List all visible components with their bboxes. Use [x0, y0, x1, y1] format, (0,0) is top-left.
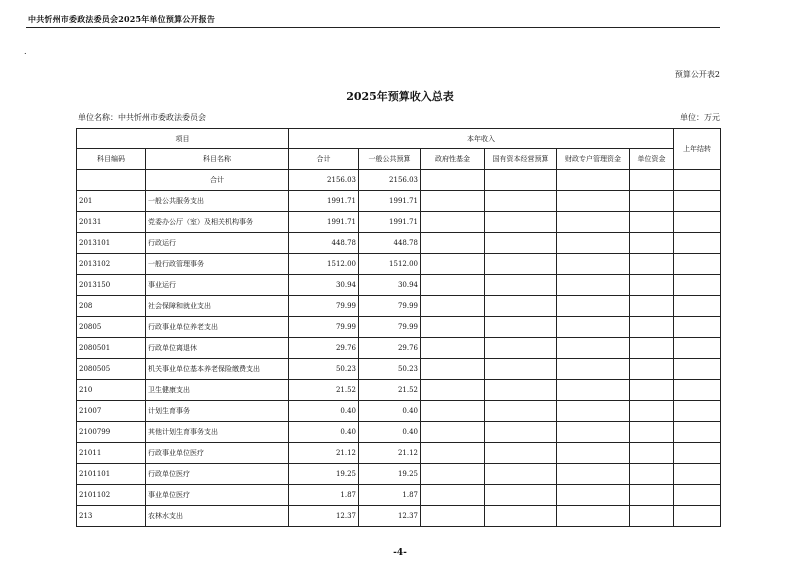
total-row-carryover: [674, 170, 721, 191]
row-code: 2080505: [77, 359, 146, 380]
header-state-capital: 国有资本经营预算: [485, 149, 557, 170]
table-row: [77, 443, 721, 464]
row-total: 1991.71: [289, 212, 359, 233]
row-unit-fund: [630, 359, 674, 380]
row-state-capital: [485, 380, 557, 401]
header-gov-fund: 政府性基金: [421, 149, 485, 170]
row-unit-fund: [630, 422, 674, 443]
row-code: 20805: [77, 317, 146, 338]
row-name: 农林水支出: [146, 506, 289, 527]
row-gov-fund: [421, 380, 485, 401]
row-total: 29.76: [289, 338, 359, 359]
row-special-account: [557, 359, 630, 380]
row-carryover: [674, 317, 721, 338]
header-divider: [26, 27, 720, 28]
row-unit-fund: [630, 317, 674, 338]
row-name: 一般行政管理事务: [146, 254, 289, 275]
table-row: [77, 212, 721, 233]
row-state-capital: [485, 296, 557, 317]
stray-dot: .: [24, 47, 27, 56]
header-unit-fund: 单位资金: [630, 149, 674, 170]
row-state-capital: [485, 359, 557, 380]
row-state-capital: [485, 464, 557, 485]
row-general-budget: 0.40: [359, 401, 421, 422]
row-special-account: [557, 422, 630, 443]
row-total: 1991.71: [289, 191, 359, 212]
row-code: 210: [77, 380, 146, 401]
row-special-account: [557, 338, 630, 359]
unit-name: 单位名称：中共忻州市委政法委员会: [78, 113, 206, 122]
row-special-account: [557, 317, 630, 338]
row-general-budget: 21.52: [359, 380, 421, 401]
row-name: 卫生健康支出: [146, 380, 289, 401]
row-general-budget: 448.78: [359, 233, 421, 254]
row-gov-fund: [421, 233, 485, 254]
row-gov-fund: [421, 212, 485, 233]
table-row: [77, 380, 721, 401]
row-general-budget: 1.87: [359, 485, 421, 506]
page-number: -4-: [393, 548, 407, 558]
total-row-unit-fund: [630, 170, 674, 191]
row-total: 0.40: [289, 401, 359, 422]
row-general-budget: 79.99: [359, 317, 421, 338]
table-title: 2025年预算收入总表: [346, 90, 454, 103]
row-carryover: [674, 464, 721, 485]
row-total: 0.40: [289, 422, 359, 443]
row-general-budget: 21.12: [359, 443, 421, 464]
row-unit-fund: [630, 380, 674, 401]
row-name: 党委办公厅（室）及相关机构事务: [146, 212, 289, 233]
row-gov-fund: [421, 338, 485, 359]
row-total: 12.37: [289, 506, 359, 527]
row-name: 计划生育事务: [146, 401, 289, 422]
row-special-account: [557, 443, 630, 464]
row-carryover: [674, 254, 721, 275]
row-state-capital: [485, 317, 557, 338]
row-carryover: [674, 443, 721, 464]
row-total: 79.99: [289, 296, 359, 317]
sheet-label: 预算公开表2: [674, 70, 720, 79]
row-total: 448.78: [289, 233, 359, 254]
row-name: 行政事业单位医疗: [146, 443, 289, 464]
row-total: 50.23: [289, 359, 359, 380]
row-state-capital: [485, 233, 557, 254]
total-row-special-account: [557, 170, 630, 191]
row-total: 1.87: [289, 485, 359, 506]
row-state-capital: [485, 338, 557, 359]
row-gov-fund: [421, 275, 485, 296]
row-gov-fund: [421, 191, 485, 212]
row-general-budget: 1512.00: [359, 254, 421, 275]
row-code: 2101101: [77, 464, 146, 485]
row-state-capital: [485, 485, 557, 506]
table-row: [77, 296, 721, 317]
row-code: 2101102: [77, 485, 146, 506]
row-total: 21.12: [289, 443, 359, 464]
total-row: [77, 170, 721, 191]
row-name: 行政单位离退休: [146, 338, 289, 359]
total-row-gov-fund: [421, 170, 485, 191]
row-code: 208: [77, 296, 146, 317]
row-unit-fund: [630, 296, 674, 317]
row-total: 79.99: [289, 317, 359, 338]
row-gov-fund: [421, 506, 485, 527]
row-gov-fund: [421, 443, 485, 464]
row-unit-fund: [630, 233, 674, 254]
row-general-budget: 12.37: [359, 506, 421, 527]
row-state-capital: [485, 443, 557, 464]
row-unit-fund: [630, 338, 674, 359]
row-name: 行政运行: [146, 233, 289, 254]
unit-label: 单位：万元: [680, 113, 720, 122]
row-gov-fund: [421, 464, 485, 485]
row-general-budget: 1991.71: [359, 212, 421, 233]
row-name: 事业运行: [146, 275, 289, 296]
row-code: 2013102: [77, 254, 146, 275]
row-special-account: [557, 485, 630, 506]
row-carryover: [674, 422, 721, 443]
row-general-budget: 79.99: [359, 296, 421, 317]
row-general-budget: 19.25: [359, 464, 421, 485]
total-row-general-budget: 2156.03: [359, 170, 421, 191]
total-row-total: 2156.03: [289, 170, 359, 191]
table-row: [77, 233, 721, 254]
row-state-capital: [485, 191, 557, 212]
row-special-account: [557, 191, 630, 212]
row-state-capital: [485, 506, 557, 527]
row-code: 2080501: [77, 338, 146, 359]
row-unit-fund: [630, 443, 674, 464]
header-name: 科目名称: [146, 149, 289, 170]
row-special-account: [557, 296, 630, 317]
row-code: 201: [77, 191, 146, 212]
row-name: 社会保障和就业支出: [146, 296, 289, 317]
row-name: 机关事业单位基本养老保险缴费支出: [146, 359, 289, 380]
row-special-account: [557, 506, 630, 527]
total-row-state-capital: [485, 170, 557, 191]
row-name: 事业单位医疗: [146, 485, 289, 506]
row-carryover: [674, 485, 721, 506]
table-row: [77, 485, 721, 506]
row-carryover: [674, 191, 721, 212]
row-name: 行政单位医疗: [146, 464, 289, 485]
row-unit-fund: [630, 401, 674, 422]
header-total: 合计: [289, 149, 359, 170]
row-special-account: [557, 464, 630, 485]
table-row: [77, 338, 721, 359]
row-code: 21007: [77, 401, 146, 422]
row-code: 2013150: [77, 275, 146, 296]
row-state-capital: [485, 254, 557, 275]
row-general-budget: 29.76: [359, 338, 421, 359]
row-gov-fund: [421, 422, 485, 443]
row-code: 2013101: [77, 233, 146, 254]
row-special-account: [557, 254, 630, 275]
row-unit-fund: [630, 464, 674, 485]
row-special-account: [557, 380, 630, 401]
row-carryover: [674, 506, 721, 527]
row-general-budget: 30.94: [359, 275, 421, 296]
table-row: [77, 401, 721, 422]
row-unit-fund: [630, 191, 674, 212]
row-name: 其他计划生育事务支出: [146, 422, 289, 443]
row-gov-fund: [421, 296, 485, 317]
row-special-account: [557, 401, 630, 422]
table-row: [77, 275, 721, 296]
table-row: [77, 464, 721, 485]
row-carryover: [674, 212, 721, 233]
total-row-label: 合计: [146, 170, 289, 191]
header-code: 科目编码: [77, 149, 146, 170]
row-special-account: [557, 233, 630, 254]
row-special-account: [557, 275, 630, 296]
header-project: 项目: [77, 129, 289, 149]
header-special-account: 财政专户管理资金: [557, 149, 630, 170]
row-gov-fund: [421, 401, 485, 422]
table-row: [77, 422, 721, 443]
report-header-title: 中共忻州市委政法委员会2025年单位预算公开报告: [28, 14, 216, 24]
table-row: [77, 191, 721, 212]
row-general-budget: 50.23: [359, 359, 421, 380]
total-row-code: [77, 170, 146, 191]
row-carryover: [674, 380, 721, 401]
row-general-budget: 1991.71: [359, 191, 421, 212]
row-state-capital: [485, 212, 557, 233]
row-carryover: [674, 296, 721, 317]
row-unit-fund: [630, 275, 674, 296]
row-total: 19.25: [289, 464, 359, 485]
row-carryover: [674, 338, 721, 359]
row-unit-fund: [630, 254, 674, 275]
row-total: 21.52: [289, 380, 359, 401]
row-gov-fund: [421, 485, 485, 506]
row-state-capital: [485, 401, 557, 422]
row-code: 20131: [77, 212, 146, 233]
row-state-capital: [485, 275, 557, 296]
row-unit-fund: [630, 506, 674, 527]
table-row: [77, 317, 721, 338]
row-code: 2100799: [77, 422, 146, 443]
header-general-budget: 一般公共预算: [359, 149, 421, 170]
row-carryover: [674, 359, 721, 380]
table-row: [77, 506, 721, 527]
table-row: [77, 254, 721, 275]
row-unit-fund: [630, 212, 674, 233]
row-general-budget: 0.40: [359, 422, 421, 443]
row-total: 1512.00: [289, 254, 359, 275]
row-gov-fund: [421, 359, 485, 380]
row-unit-fund: [630, 485, 674, 506]
header-income: 本年收入: [289, 129, 674, 149]
row-carryover: [674, 401, 721, 422]
row-gov-fund: [421, 254, 485, 275]
row-state-capital: [485, 422, 557, 443]
table-row: [77, 359, 721, 380]
row-gov-fund: [421, 317, 485, 338]
row-carryover: [674, 233, 721, 254]
row-code: 21011: [77, 443, 146, 464]
row-code: 213: [77, 506, 146, 527]
row-carryover: [674, 275, 721, 296]
row-special-account: [557, 212, 630, 233]
row-name: 一般公共服务支出: [146, 191, 289, 212]
budget-income-table: [76, 128, 721, 527]
row-name: 行政事业单位养老支出: [146, 317, 289, 338]
row-total: 30.94: [289, 275, 359, 296]
header-carryover: 上年结转: [674, 129, 721, 170]
